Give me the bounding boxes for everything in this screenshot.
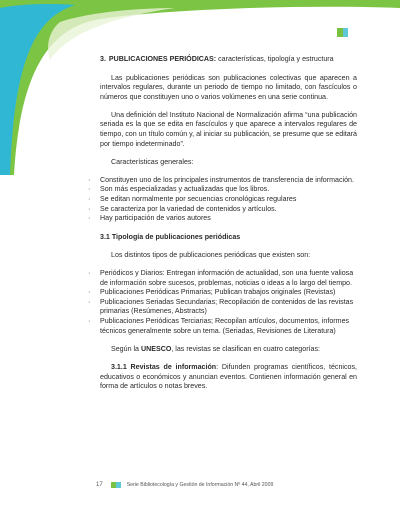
section-number: 3.: [100, 55, 106, 63]
paragraph-definition: Las publicaciones periódicas son publicaciones colectivas que aparecen a intervalos regulares, durante un periodo de tiempo no limitado, con fascículos o números que constituyen uno o varios volúmenes en una serie continua.: [100, 73, 357, 101]
brand-squares-logo: [337, 28, 348, 37]
list-item: · Son más especializadas y actualizadas que los libros.: [100, 185, 357, 195]
unesco-pre: Según la: [111, 345, 141, 354]
paragraph-revistas-informacion: [100, 363, 357, 392]
body-text: [100, 55, 357, 401]
unesco-bold: UNESCO: [140, 345, 172, 354]
list-item: · Periódicos y Diarios: Entregan información de actualidad, son una fuente valiosa de información sobre sucesos, problemas, noticias o ideas a lo largo del tiempo.: [100, 269, 357, 288]
types-list: [100, 269, 357, 336]
unesco-post: , las revistas se clasifican en cuatro categorías:: [171, 345, 320, 354]
page-footer: [96, 480, 273, 490]
section-title-bold: PUBLICACIONES PERIÓDICAS:: [108, 55, 217, 63]
section-title-rest: características, tipología y estructura: [216, 55, 334, 63]
list-item: · Se editan normalmente por secuencias cronológicas regulares: [100, 195, 357, 205]
paragraph-unesco: [100, 345, 357, 355]
section-heading: [100, 55, 357, 65]
paragraph-normalization: Una definición del Instituto Nacional de Normalización afirma “una publicación seriada es la que se edita en fascículos y que aparece a intervalos regulares de tiempo, con un título común y, al iniciar su publicación, se presume que se editará por tiempo indeterminado”.: [100, 110, 357, 148]
characteristics-list: [100, 176, 357, 224]
list-item: · Constituyen uno de los principales instrumentos de transferencia de información.: [100, 176, 357, 186]
list-item: · Publicaciones Periódicas Primarias; Publican trabajos originales (Revistas): [100, 288, 357, 298]
revistas-informacion-title: 3.1.1 Revistas de información: [111, 363, 217, 372]
subsection-heading: 3.1 Tipología de publicaciones periódicas: [100, 232, 241, 241]
footer-blue-square: [116, 482, 121, 488]
list-item: · Publicaciones Seriadas Secundarias; Recopilación de contenidos de las revistas primarias (Resúmenes, Abstracts): [100, 298, 357, 317]
list-item: · Publicaciones Periódicas Terciarias; Recopilan artículos, documentos, informes técnicos generalmente sobre un tema. (Seriadas, Revisiones de Literatura): [100, 317, 357, 336]
list-item: · Hay participación de varios autores: [100, 214, 357, 224]
revistas-informacion-text: : Difunden programas científicos, técnicos, educativos o económicos y anuncian eventos. Contienen información general en forma de artículos o notas breves.: [100, 363, 357, 391]
paragraph-characteristics-intro: Características generales:: [111, 157, 194, 166]
page-number: 17: [96, 482, 103, 488]
blue-square: [343, 28, 348, 37]
footer-series-text: Serie Bibliotecología y Gestión de Información Nº 44, Abril 2009: [126, 482, 274, 488]
paragraph-types-intro: Los distintos tipos de publicaciones periódicas que existen son:: [111, 250, 311, 259]
list-item: · Se caracteriza por la variedad de contenidos y artículos.: [100, 205, 357, 215]
